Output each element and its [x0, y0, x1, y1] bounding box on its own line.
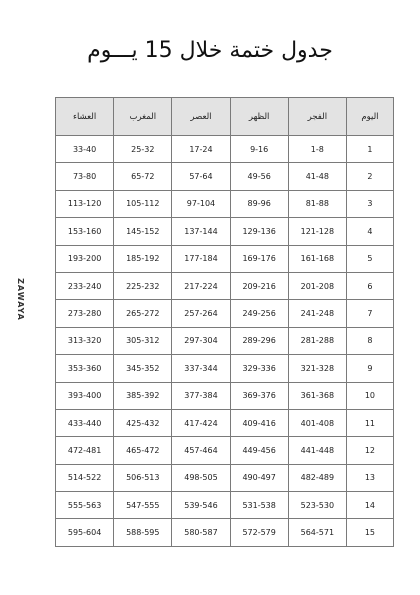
cell-asr: 217-224: [172, 272, 230, 299]
cell-dhuhr: 329-336: [230, 355, 288, 382]
cell-fajr: 201-208: [288, 272, 346, 299]
cell-isha: 273-280: [56, 300, 114, 327]
cell-asr: 539-546: [172, 492, 230, 519]
cell-dhuhr: 89-96: [230, 190, 288, 217]
cell-fajr: 523-530: [288, 492, 346, 519]
cell-day: 1: [346, 136, 393, 163]
cell-maghrib: 385-392: [114, 382, 172, 409]
cell-day: 13: [346, 464, 393, 491]
table-header-row: [56, 98, 394, 136]
cell-isha: 595-604: [56, 519, 114, 546]
cell-maghrib: 506-513: [114, 464, 172, 491]
cell-isha: 353-360: [56, 355, 114, 382]
cell-maghrib: 105-112: [114, 190, 172, 217]
cell-maghrib: 305-312: [114, 327, 172, 354]
cell-fajr: 361-368: [288, 382, 346, 409]
table-row: [56, 218, 394, 245]
cell-day: 8: [346, 327, 393, 354]
table-row: [56, 464, 394, 491]
table-row: [56, 382, 394, 409]
cell-asr: 17-24: [172, 136, 230, 163]
cell-maghrib: 225-232: [114, 272, 172, 299]
cell-fajr: 401-408: [288, 409, 346, 436]
cell-isha: 193-200: [56, 245, 114, 272]
header-maghrib: المغرب: [114, 98, 172, 136]
brand-logo: [14, 268, 26, 330]
cell-isha: 472-481: [56, 437, 114, 464]
cell-fajr: 1-8: [288, 136, 346, 163]
page-title: جدول ختمة خلال 15 يـــوم: [87, 38, 333, 63]
cell-fajr: 281-288: [288, 327, 346, 354]
cell-isha: 514-522: [56, 464, 114, 491]
cell-asr: 297-304: [172, 327, 230, 354]
header-asr: العصر: [172, 98, 230, 136]
header-isha: العشاء: [56, 98, 114, 136]
cell-maghrib: 185-192: [114, 245, 172, 272]
table-row: [56, 492, 394, 519]
cell-fajr: 564-571: [288, 519, 346, 546]
cell-isha: 233-240: [56, 272, 114, 299]
cell-fajr: 41-48: [288, 163, 346, 190]
cell-maghrib: 145-152: [114, 218, 172, 245]
cell-fajr: 161-168: [288, 245, 346, 272]
table-row: [56, 327, 394, 354]
khatma-schedule-table: [55, 97, 394, 547]
cell-dhuhr: 409-416: [230, 409, 288, 436]
cell-asr: 457-464: [172, 437, 230, 464]
cell-day: 10: [346, 382, 393, 409]
cell-asr: 377-384: [172, 382, 230, 409]
cell-asr: 417-424: [172, 409, 230, 436]
cell-isha: 313-320: [56, 327, 114, 354]
cell-day: 6: [346, 272, 393, 299]
cell-dhuhr: 209-216: [230, 272, 288, 299]
cell-maghrib: 547-555: [114, 492, 172, 519]
cell-dhuhr: 490-497: [230, 464, 288, 491]
cell-isha: 393-400: [56, 382, 114, 409]
cell-fajr: 441-448: [288, 437, 346, 464]
table-row: [56, 437, 394, 464]
cell-asr: 137-144: [172, 218, 230, 245]
cell-maghrib: 65-72: [114, 163, 172, 190]
cell-isha: 555-563: [56, 492, 114, 519]
cell-dhuhr: 449-456: [230, 437, 288, 464]
cell-isha: 113-120: [56, 190, 114, 217]
cell-dhuhr: 249-256: [230, 300, 288, 327]
table-row: [56, 355, 394, 382]
cell-fajr: 482-489: [288, 464, 346, 491]
cell-dhuhr: 369-376: [230, 382, 288, 409]
cell-asr: 337-344: [172, 355, 230, 382]
cell-dhuhr: 289-296: [230, 327, 288, 354]
cell-asr: 580-587: [172, 519, 230, 546]
cell-isha: 73-80: [56, 163, 114, 190]
cell-asr: 97-104: [172, 190, 230, 217]
cell-dhuhr: 531-538: [230, 492, 288, 519]
cell-isha: 433-440: [56, 409, 114, 436]
brand-logo-text: ZAWAYA: [15, 277, 25, 321]
cell-day: 12: [346, 437, 393, 464]
cell-dhuhr: 9-16: [230, 136, 288, 163]
cell-maghrib: 345-352: [114, 355, 172, 382]
header-dhuhr: الظهر: [230, 98, 288, 136]
table-row: [56, 300, 394, 327]
cell-day: 2: [346, 163, 393, 190]
cell-fajr: 321-328: [288, 355, 346, 382]
cell-day: 5: [346, 245, 393, 272]
cell-maghrib: 588-595: [114, 519, 172, 546]
cell-day: 15: [346, 519, 393, 546]
cell-asr: 177-184: [172, 245, 230, 272]
cell-dhuhr: 572-579: [230, 519, 288, 546]
cell-day: 4: [346, 218, 393, 245]
cell-asr: 57-64: [172, 163, 230, 190]
cell-fajr: 121-128: [288, 218, 346, 245]
cell-maghrib: 425-432: [114, 409, 172, 436]
cell-day: 7: [346, 300, 393, 327]
cell-day: 9: [346, 355, 393, 382]
table-row: [56, 245, 394, 272]
table-row: [56, 519, 394, 546]
cell-dhuhr: 169-176: [230, 245, 288, 272]
header-fajr: الفجر: [288, 98, 346, 136]
cell-maghrib: 265-272: [114, 300, 172, 327]
cell-day: 14: [346, 492, 393, 519]
table-row: [56, 163, 394, 190]
cell-day: 3: [346, 190, 393, 217]
cell-fajr: 81-88: [288, 190, 346, 217]
table-row: [56, 272, 394, 299]
table-row: [56, 409, 394, 436]
table-row: [56, 190, 394, 217]
header-day: اليوم: [346, 98, 393, 136]
cell-dhuhr: 129-136: [230, 218, 288, 245]
cell-isha: 33-40: [56, 136, 114, 163]
cell-maghrib: 465-472: [114, 437, 172, 464]
cell-isha: 153-160: [56, 218, 114, 245]
cell-asr: 257-264: [172, 300, 230, 327]
cell-day: 11: [346, 409, 393, 436]
cell-dhuhr: 49-56: [230, 163, 288, 190]
table-row: [56, 136, 394, 163]
cell-asr: 498-505: [172, 464, 230, 491]
cell-maghrib: 25-32: [114, 136, 172, 163]
cell-fajr: 241-248: [288, 300, 346, 327]
